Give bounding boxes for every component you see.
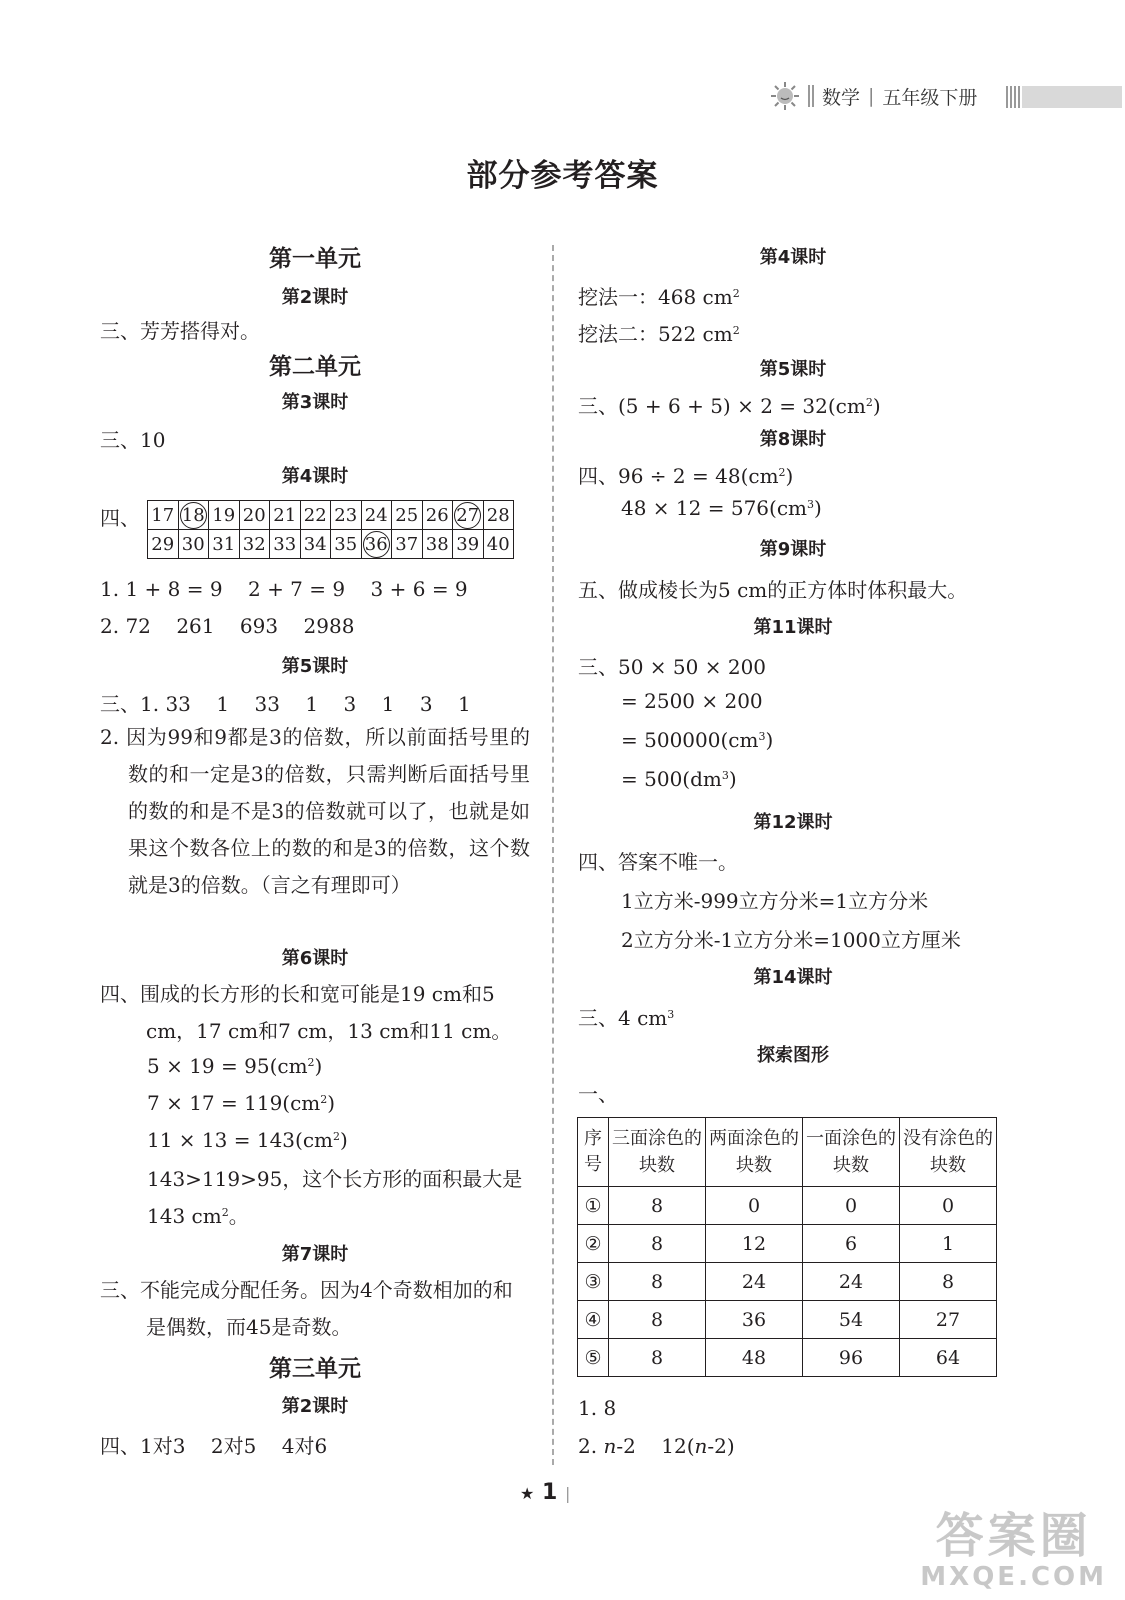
variable-n: n	[603, 1434, 617, 1458]
answer-paragraph: 四、围成的长方形的长和宽可能是19 cm和5 cm，17 cm和7 cm，13 cm和11 cm。	[100, 982, 512, 1043]
answer-text: 挖法二：522 cm	[578, 322, 733, 346]
table-row	[578, 1225, 997, 1263]
answer-line: 三、$(5 + 6 + 5) \times 2 = 32(cm^2)$	[578, 394, 881, 418]
grid-row	[148, 501, 514, 530]
exponent: 2	[320, 1093, 328, 1106]
answer-text: 挖法一：468 cm	[578, 285, 733, 309]
unit-heading: 第二单元	[269, 354, 361, 380]
grid-cell	[178, 501, 209, 530]
answer-line	[578, 281, 740, 310]
answer-line: 三、10	[100, 428, 166, 452]
lesson-heading: 第11课时	[753, 617, 833, 638]
table-cell: 1	[900, 1225, 997, 1263]
grid-cell: 39	[453, 530, 484, 559]
answer-line: 四、$96 \div 2 = 48(cm^2)$	[578, 464, 794, 488]
grid-cell: 38	[422, 530, 453, 559]
exponent: 2	[732, 324, 740, 337]
lesson-heading: 第5课时	[281, 656, 349, 677]
header-bar	[1022, 86, 1122, 108]
lesson-heading: 第7课时	[281, 1244, 349, 1265]
answer-line: 三、芳芳搭得对。	[100, 319, 260, 343]
lesson-heading: 第6课时	[281, 948, 349, 969]
table-cell: 54	[803, 1301, 900, 1339]
variable-n: n	[694, 1434, 708, 1458]
answer-paragraph: 三、不能完成分配任务。因为4个奇数相加的和是偶数，而45是奇数。	[100, 1278, 513, 1339]
table-cell: 48	[706, 1339, 803, 1377]
header-stripes	[1006, 86, 1020, 108]
equation-text: 11 × 13 = 143(cm	[147, 1128, 333, 1152]
page-footer	[520, 1480, 570, 1505]
answer-text: 三、4 cm	[578, 1006, 668, 1030]
grid-cell: 26	[422, 501, 453, 530]
grid-cell: 40	[483, 530, 514, 559]
answer-text: -2)	[707, 1434, 735, 1458]
lesson-heading: 第8课时	[759, 429, 827, 450]
answer-line: 2. 72 261 693 2988	[100, 614, 355, 638]
circled-number: 27	[454, 502, 481, 529]
table-cell: 8	[900, 1263, 997, 1301]
grid-cell: 20	[239, 501, 270, 530]
table-cell: 27	[900, 1301, 997, 1339]
lesson-heading: 第4课时	[281, 466, 349, 487]
lesson-heading: 第14课时	[753, 967, 833, 988]
lesson-heading: 第2课时	[281, 287, 349, 308]
exponent: 2	[778, 466, 786, 479]
answer-line	[578, 318, 740, 347]
answer-text: 三、(5 + 6 + 5) × 2 = 32(cm	[578, 394, 866, 418]
exponent: 3	[807, 498, 814, 511]
exponent: 2	[865, 396, 873, 409]
unit-heading: 第一单元	[269, 246, 361, 272]
answer-line: 四、答案不唯一。	[578, 850, 738, 874]
grid-cell	[361, 530, 392, 559]
table-cell: 8	[609, 1339, 706, 1377]
equation-line: $5 \times 19 = 95(cm^2)$	[147, 1054, 323, 1078]
answer-line: 四、1对3 2对5 4对6	[100, 1434, 328, 1458]
grid-cell	[453, 501, 484, 530]
table-cell: 24	[803, 1263, 900, 1301]
equation-line: = $500(dm^3)$	[621, 767, 737, 791]
table-header: 两面涂色的块数	[706, 1118, 803, 1187]
header-subject: 数学	[822, 86, 861, 109]
column-divider	[552, 245, 554, 1465]
page-header	[770, 78, 977, 114]
table-row	[578, 1301, 997, 1339]
circled-number: 18	[180, 502, 207, 529]
answer-line: 三、1. 33 1 33 1 3 1 3 1	[100, 692, 471, 716]
answer-paragraph: 143>119>95，这个长方形的面积最大是143 $cm^2$。	[147, 1167, 523, 1228]
table-cell: ②	[578, 1225, 609, 1263]
watermark-url: MXQE.COM	[920, 1562, 1107, 1592]
answer-line: 1立方米-999立方分米=1立方分米	[621, 889, 929, 913]
table-header: 序号	[578, 1118, 609, 1187]
table-cell: 36	[706, 1301, 803, 1339]
grid-cell: 37	[392, 530, 423, 559]
grid-cell: 32	[239, 530, 270, 559]
conclusion-text: 143>119>95，这个长方形的面积最大是143 cm	[147, 1167, 523, 1228]
equation-text: = 500(dm	[621, 767, 722, 791]
table-cell: 8	[609, 1187, 706, 1225]
grid-row	[148, 530, 514, 559]
header-grade: 五年级下册	[882, 86, 978, 109]
unit-heading: 第三单元	[269, 1356, 361, 1382]
circled-number: 36	[363, 531, 390, 558]
answer-line: 1. 8	[578, 1396, 617, 1420]
exponent: 2	[333, 1130, 340, 1143]
answer-text: 四、96 ÷ 2 = 48(cm	[578, 464, 779, 488]
table-cell: 8	[609, 1301, 706, 1339]
answer-line	[578, 1002, 674, 1031]
table-cell: 8	[609, 1225, 706, 1263]
exponent: 3	[667, 1008, 675, 1021]
equation-text: = 500000(cm	[621, 728, 759, 752]
grid-cell: 29	[148, 530, 179, 559]
grid-cell: 21	[270, 501, 301, 530]
section-heading: 探索图形	[757, 1045, 829, 1066]
table-cell: 0	[803, 1187, 900, 1225]
table-cell: 0	[706, 1187, 803, 1225]
table-header: 三面涂色的块数	[609, 1118, 706, 1187]
table-cell: 12	[706, 1225, 803, 1263]
equation-line: = $500000(cm^3)$	[621, 728, 774, 752]
table-cell: 24	[706, 1263, 803, 1301]
answer-line: 2立方分米-1立方分米=1000立方厘米	[621, 928, 961, 952]
grid-cell: 25	[392, 501, 423, 530]
star-icon: ★	[520, 1484, 535, 1503]
lesson-heading: 第12课时	[753, 812, 833, 833]
page-title: 部分参考答案	[466, 158, 659, 194]
table-row	[578, 1263, 997, 1301]
answer-line: 四、	[100, 506, 140, 530]
exponent: 2	[732, 287, 740, 300]
table-cell: 64	[900, 1339, 997, 1377]
lesson-heading: 第3课时	[281, 392, 349, 413]
grid-cell: 17	[148, 501, 179, 530]
lesson-heading: 第2课时	[281, 1396, 349, 1417]
page-number: 1	[542, 1480, 558, 1505]
header-divider	[808, 85, 814, 107]
table-cell: 8	[609, 1263, 706, 1301]
table-cell: ④	[578, 1301, 609, 1339]
table-cell: ⑤	[578, 1339, 609, 1377]
table-cell: ①	[578, 1187, 609, 1225]
table-cell: ③	[578, 1263, 609, 1301]
watermark	[920, 1510, 1107, 1592]
grid-cell: 34	[300, 530, 331, 559]
equation-text: 7 × 17 = 119(cm	[147, 1091, 321, 1115]
exponent: 2	[221, 1206, 229, 1219]
grid-cell: 23	[331, 501, 362, 530]
painted-cube-table	[577, 1117, 997, 1377]
equation-line: $7 \times 17 = 119(cm^2)$	[147, 1091, 336, 1115]
exponent: 3	[721, 769, 729, 782]
grid-cell: 19	[209, 501, 240, 530]
table-cell: 6	[803, 1225, 900, 1263]
equation-line: 三、50 × 50 × 200	[578, 655, 767, 679]
watermark-logo: 答案圈	[935, 1508, 1092, 1564]
table-cell: 96	[803, 1339, 900, 1377]
answer-line: 一、	[578, 1082, 618, 1106]
header-separator: |	[868, 85, 875, 107]
lesson-heading: 第5课时	[759, 359, 827, 380]
answer-text: 48 × 12 = 576(cm	[621, 496, 807, 520]
lesson-heading: 第9课时	[759, 539, 827, 560]
grid-cell: 28	[483, 501, 514, 530]
number-grid	[147, 500, 514, 559]
grid-cell: 22	[300, 501, 331, 530]
table-header: 一面涂色的块数	[803, 1118, 900, 1187]
answer-num: 2.	[578, 1434, 598, 1458]
grid-cell: 30	[178, 530, 209, 559]
grid-cell: 24	[361, 501, 392, 530]
answer-paragraph: 2. 因为99和9都是3的倍数，所以前面括号里的数的和一定是3的倍数，只需判断后面括号里的数的和是不是3的倍数就可以了，也就是如果这个数各位上的数的和是3的倍数，这个数就是3的倍数。（言之有理即可）	[100, 725, 530, 897]
equation-text: 5 × 19 = 95(cm	[147, 1054, 308, 1078]
answer-line	[578, 1434, 735, 1458]
answer-line: 1. 1 + 8 = 9 2 + 7 = 9 3 + 6 = 9	[100, 577, 468, 601]
lesson-heading: 第4课时	[759, 247, 827, 268]
table-cell: 0	[900, 1187, 997, 1225]
footer-tick: |	[565, 1484, 571, 1503]
grid-cell: 33	[270, 530, 301, 559]
table-row	[578, 1339, 997, 1377]
table-header: 没有涂色的块数	[900, 1118, 997, 1187]
answer-line: 五、做成棱长为5 cm的正方体时体积最大。	[578, 578, 968, 602]
grid-cell: 35	[331, 530, 362, 559]
exponent: 3	[758, 730, 766, 743]
equation-line: $11 \times 13 = 143(cm^2)$	[147, 1128, 348, 1152]
answer-line: $48 \times 12 = 576(cm^3)$	[621, 496, 822, 520]
table-header-row	[578, 1118, 997, 1187]
table-row	[578, 1187, 997, 1225]
equation-line: = 2500 × 200	[621, 689, 763, 713]
sun-mascot-icon	[770, 81, 800, 111]
answer-text: -2 12(	[616, 1434, 695, 1458]
grid-cell: 31	[209, 530, 240, 559]
exponent: 2	[307, 1056, 315, 1069]
